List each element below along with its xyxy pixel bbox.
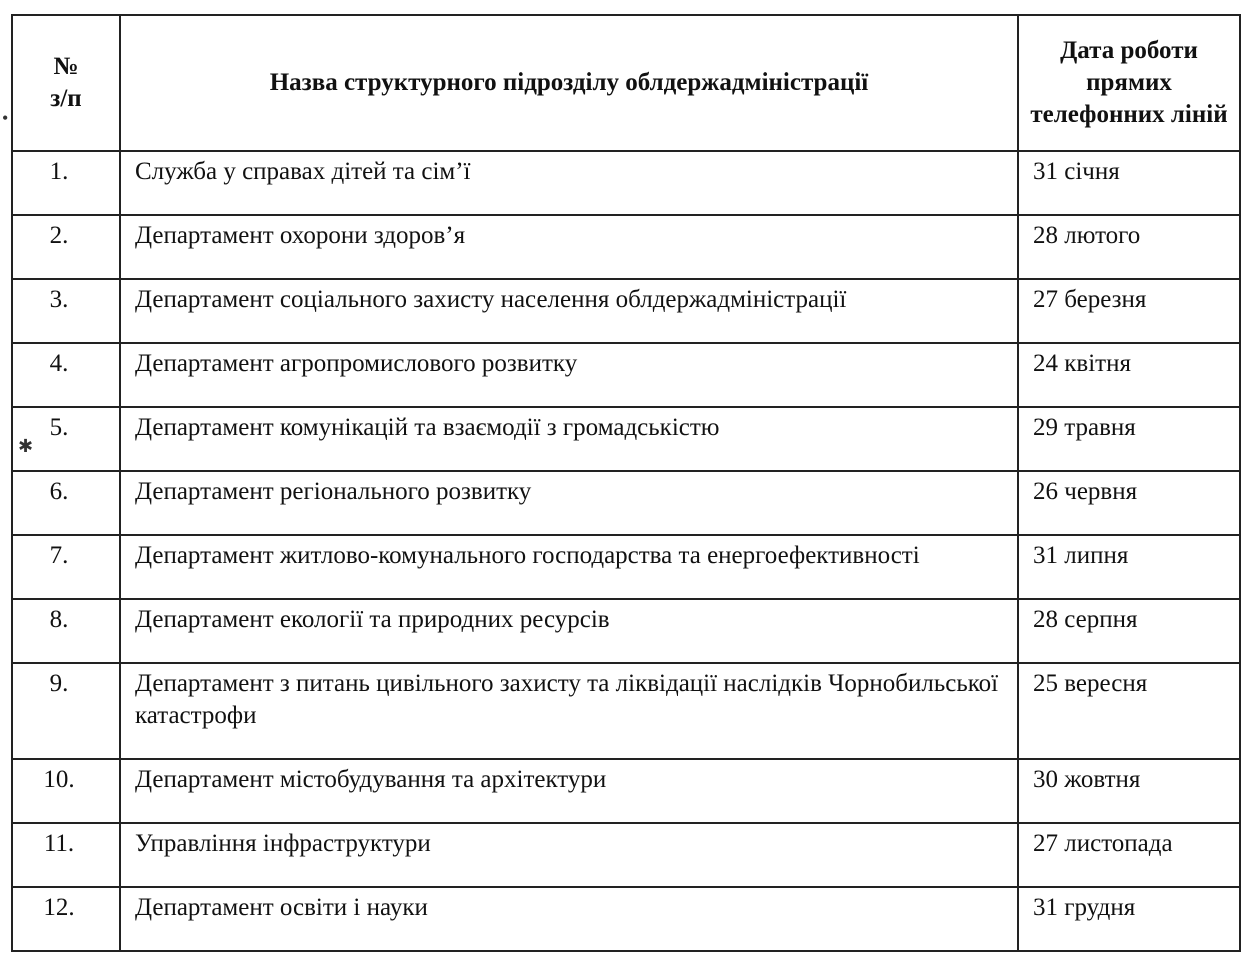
- row-number: 7.: [12, 535, 120, 599]
- table-row: [12, 215, 1240, 279]
- row-number: 9.: [12, 663, 120, 759]
- row-number: 3.: [12, 279, 120, 343]
- department-name: Департамент соціального захисту населення облдержадміністрації: [120, 279, 1018, 343]
- table-row: [12, 663, 1240, 759]
- row-number: 10.: [12, 759, 120, 823]
- department-name: Департамент комунікацій та взаємодії з громадськістю: [120, 407, 1018, 471]
- table-row: [12, 599, 1240, 663]
- row-number: 1.: [12, 151, 120, 215]
- header-hotline-date: Дата роботи прямих телефонних ліній: [1018, 15, 1240, 151]
- department-name: Департамент освіти і науки: [120, 887, 1018, 951]
- header-number: № з/п: [12, 15, 120, 151]
- hotline-date: 30 жовтня: [1018, 759, 1240, 823]
- hotline-date: 26 червня: [1018, 471, 1240, 535]
- row-number: 2.: [12, 215, 120, 279]
- row-number: 4.: [12, 343, 120, 407]
- department-name: Департамент містобудування та архітектури: [120, 759, 1018, 823]
- hotline-date: 25 вересня: [1018, 663, 1240, 759]
- hotline-date: 28 лютого: [1018, 215, 1240, 279]
- department-name: Департамент регіонального розвитку: [120, 471, 1018, 535]
- scan-speck-icon: ✱: [18, 436, 34, 456]
- table-row: [12, 823, 1240, 887]
- row-number: 8.: [12, 599, 120, 663]
- department-name: Департамент екології та природних ресурсів: [120, 599, 1018, 663]
- table-row: [12, 471, 1240, 535]
- row-number: 12.: [12, 887, 120, 951]
- hotline-date: 29 травня: [1018, 407, 1240, 471]
- hotline-date: 31 грудня: [1018, 887, 1240, 951]
- table-row: [12, 535, 1240, 599]
- table-row: [12, 343, 1240, 407]
- department-name: Департамент житлово-комунального господарства та енергоефективності: [120, 535, 1018, 599]
- hotline-date: 27 березня: [1018, 279, 1240, 343]
- row-number: 5.: [12, 407, 120, 471]
- header-department-name: Назва структурного підрозділу облдержадміністрації: [120, 15, 1018, 151]
- table-row: [12, 407, 1240, 471]
- table-row: [12, 887, 1240, 951]
- schedule-table: [11, 14, 1241, 952]
- department-name: Департамент агропромислового розвитку: [120, 343, 1018, 407]
- hotline-date: 31 липня: [1018, 535, 1240, 599]
- hotline-date: 31 січня: [1018, 151, 1240, 215]
- table-row: [12, 759, 1240, 823]
- table-row: [12, 151, 1240, 215]
- scan-speck-icon: •: [2, 108, 9, 128]
- department-name: Департамент охорони здоров’я: [120, 215, 1018, 279]
- department-name: Управління інфраструктури: [120, 823, 1018, 887]
- table-row: [12, 279, 1240, 343]
- row-number: 6.: [12, 471, 120, 535]
- hotline-date: 27 листопада: [1018, 823, 1240, 887]
- department-name: Департамент з питань цивільного захисту та ліквідації наслідків Чорнобильської катастрофи: [120, 663, 1018, 759]
- hotline-date: 24 квітня: [1018, 343, 1240, 407]
- hotline-date: 28 серпня: [1018, 599, 1240, 663]
- department-name: Служба у справах дітей та сім’ї: [120, 151, 1018, 215]
- row-number: 11.: [12, 823, 120, 887]
- table-header-row: [12, 15, 1240, 151]
